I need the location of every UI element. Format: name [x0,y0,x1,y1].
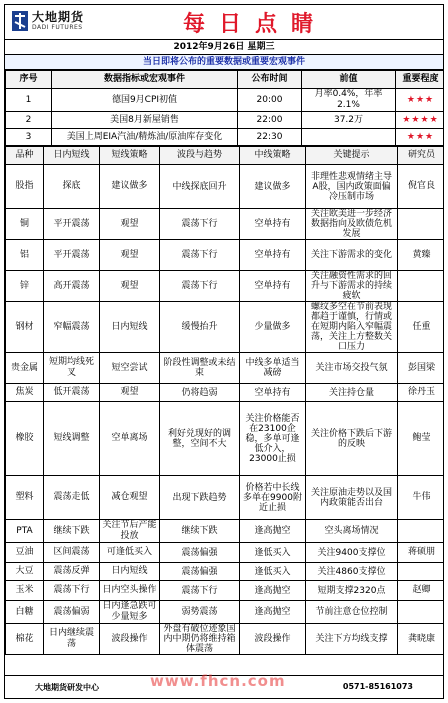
market-row [6,581,445,601]
mid-strategy: 少量做多 [240,302,306,353]
events-header-cell: 前值 [302,71,396,89]
market-header-cell: 品种 [6,147,44,165]
analyst-name [398,209,445,240]
logo-text-en: DADI FUTURES [32,24,83,31]
market-row [6,240,445,271]
market-header-row [6,147,445,165]
short-strategy: 关注节后产能投放 [100,520,160,543]
short-strategy: 减仓观望 [100,476,160,520]
intraday-view: 震荡偏弱 [44,601,100,624]
analyst-name [398,271,445,302]
key-tip: 短期支撑2320点 [306,581,398,601]
analyst-name: 倪官良 [398,165,445,209]
band-trend: 弱势震荡 [160,601,240,624]
market-header-cell: 研究员 [398,147,445,165]
market-row [6,543,445,563]
event-no: 1 [6,89,52,112]
band-trend: 震荡偏强 [160,563,240,581]
intraday-view: 短期均线死叉 [44,353,100,384]
intraday-view: 低开震荡 [44,384,100,402]
commodity-name: 铜 [6,209,44,240]
commodity-name: 玉米 [6,581,44,601]
short-strategy: 观望 [100,209,160,240]
intraday-view: 继续下跌 [44,520,100,543]
key-tip: 关注4860支撑位 [306,563,398,581]
events-header-cell: 公布时间 [238,71,302,89]
band-trend: 震荡偏强 [160,543,240,563]
mid-strategy: 波段操作 [240,624,306,655]
commodity-name: 焦炭 [6,384,44,402]
mid-strategy: 中线多单适当减磅 [240,353,306,384]
short-strategy: 日内短线 [100,302,160,353]
key-tip: 关注下游需求的变化 [306,240,398,271]
analyst-name: 任重 [398,302,445,353]
intraday-view: 高开震荡 [44,271,100,302]
key-tip: 螺纹多空在节前表现都趋于谨慎，行情或在短期内陷入窄幅震荡，关注上方整数关口压力 [306,302,398,353]
market-row [6,624,445,655]
analyst-name: 鲍莹 [398,402,445,476]
key-tip: 关注市场交投气氛 [306,353,398,384]
band-trend: 中线探底回升 [160,165,240,209]
market-row [6,165,445,209]
event-row [6,112,445,129]
key-tip: 关注持仓量 [306,384,398,402]
short-strategy: 观望 [100,384,160,402]
commodity-name: 棉花 [6,624,44,655]
intraday-view: 短线调整 [44,402,100,476]
market-row [6,302,445,353]
intraday-view: 探底 [44,165,100,209]
market-row [6,271,445,302]
mid-strategy: 逢低买入 [240,563,306,581]
key-tip: 非理性悲观情绪主导A股，国内政策面偏冷压制市场 [306,165,398,209]
event-name: 美国上周EIA汽油/精炼油/原油库存变化 [52,129,238,146]
events-header-row [6,71,445,89]
short-strategy: 可逢低买入 [100,543,160,563]
commodity-name: 塑料 [6,476,44,520]
daily-report-page [4,4,444,699]
logo-mark-icon [11,10,29,32]
analyst-name [398,601,445,624]
commodity-name: 橡胶 [6,402,44,476]
market-row [6,402,445,476]
analyst-name: 徐丹玉 [398,384,445,402]
report-header [5,5,443,40]
report-date: 2012年9月26日 星期三 [5,40,443,55]
band-trend: 震荡下行 [160,240,240,271]
commodity-name: 铝 [6,240,44,271]
band-trend: 阶段性调整或未结束 [160,353,240,384]
intraday-view: 区间震荡 [44,543,100,563]
key-tip: 节前注意仓位控制 [306,601,398,624]
event-row [6,89,445,112]
market-header-cell: 波段与趋势 [160,147,240,165]
analyst-name: 黄臻 [398,240,445,271]
event-time: 20:00 [238,89,302,112]
event-prev: 月率0.4%，年率2.1% [302,89,396,112]
footer-org: 大地期货研发中心 [35,683,99,692]
event-prev [302,129,396,146]
analyst-name: 彭国梁 [398,353,445,384]
market-row [6,563,445,581]
band-trend: 继续下跌 [160,520,240,543]
short-strategy: 观望 [100,240,160,271]
mid-strategy: 逢高抛空 [240,581,306,601]
short-strategy: 建议做多 [100,165,160,209]
event-row [6,129,445,146]
logo-text-cn: 大地期货 [32,10,85,24]
event-prev: 37.2万 [302,112,396,129]
mid-strategy: 逢高抛空 [240,520,306,543]
band-trend: 缓慢抬升 [160,302,240,353]
analyst-name [398,563,445,581]
market-row [6,476,445,520]
mid-strategy: 关注价格能否在23100企稳，多单可逢低介入，23000止损 [240,402,306,476]
event-name: 美国8月新屋销售 [52,112,238,129]
events-table [5,70,444,146]
watermark-text: www.fhcn.com [150,672,286,690]
intraday-view: 平开震荡 [44,209,100,240]
intraday-view: 日内继续震荡 [44,624,100,655]
analyst-name: 蒋硕朋 [398,543,445,563]
events-header-cell: 数据指标或宏观事件 [52,71,238,89]
footer-phone: 0571-85161073 [342,682,413,691]
key-tip: 关注价格下跌后下游的反映 [306,402,398,476]
market-header-cell: 短线策略 [100,147,160,165]
key-tip: 空头离场情况 [306,520,398,543]
event-no: 3 [6,129,52,146]
short-strategy: 观望 [100,271,160,302]
analyst-name [398,520,445,543]
key-tip: 关注欧美进一步经济数据指向及欧债危机发展 [306,209,398,240]
intraday-view: 震荡走低 [44,476,100,520]
company-logo [11,8,103,36]
market-header-cell: 日内短线 [44,147,100,165]
short-strategy: 日内逢急跌可少量短多 [100,601,160,624]
band-trend: 震荡下行 [160,581,240,601]
commodity-name: 白糖 [6,601,44,624]
commodity-name: 锌 [6,271,44,302]
mid-strategy: 空单持有 [240,384,306,402]
key-tip: 关注融资性需求的回升与下游需求的持续疲软 [306,271,398,302]
mid-strategy: 建议做多 [240,165,306,209]
market-header-cell: 中线策略 [240,147,306,165]
short-strategy: 空单离场 [100,402,160,476]
market-row [6,601,445,624]
commodity-name: PTA [6,520,44,543]
event-name: 德国9月CPI初值 [52,89,238,112]
page-title: 每日点睛 [182,12,327,37]
market-header-cell: 关键提示 [306,147,398,165]
band-trend: 震荡下行 [160,209,240,240]
events-section-title: 当日即将公布的重要数据或重要宏观事件 [5,55,443,70]
events-header-cell: 序号 [6,71,52,89]
short-strategy: 日内短线 [100,563,160,581]
key-tip: 关注原油走势以及国内政策能否出台 [306,476,398,520]
event-importance: ★★★ [396,129,445,146]
commodity-name: 股指 [6,165,44,209]
band-trend: 出现下跌趋势 [160,476,240,520]
mid-strategy: 空单持有 [240,271,306,302]
event-time: 22:30 [238,129,302,146]
market-row [6,384,445,402]
market-row [6,353,445,384]
band-trend: 外盘有破位迹象国内中期仍将维持箱体震荡 [160,624,240,655]
short-strategy: 日内空头操作 [100,581,160,601]
key-tip: 关注下方均线支撑 [306,624,398,655]
band-trend: 仍将趋弱 [160,384,240,402]
intraday-view: 平开震荡 [44,240,100,271]
commodity-name: 钢材 [6,302,44,353]
mid-strategy: 空单持有 [240,209,306,240]
event-importance: ★★★★ [396,112,445,129]
event-importance: ★★★ [396,89,445,112]
market-row [6,209,445,240]
intraday-view: 震荡反弹 [44,563,100,581]
short-strategy: 短空尝试 [100,353,160,384]
mid-strategy: 逢高抛空 [240,601,306,624]
mid-strategy: 空单持有 [240,240,306,271]
analyst-name: 牛伟 [398,476,445,520]
mid-strategy: 逢低买入 [240,543,306,563]
analyst-name: 龚晓康 [398,624,445,655]
events-header-cell: 重要程度 [396,71,445,89]
event-no: 2 [6,112,52,129]
market-body [6,165,445,655]
band-trend: 震荡下行 [160,271,240,302]
analyst-name: 赵卿 [398,581,445,601]
market-table [5,146,444,655]
intraday-view: 窄幅震荡 [44,302,100,353]
commodity-name: 大豆 [6,563,44,581]
event-time: 22:00 [238,112,302,129]
short-strategy: 波段操作 [100,624,160,655]
market-row [6,520,445,543]
commodity-name: 贵金属 [6,353,44,384]
intraday-view: 震荡下行 [44,581,100,601]
mid-strategy: 价格若中长线多单在9900附近止损 [240,476,306,520]
commodity-name: 豆油 [6,543,44,563]
band-trend: 利好兑现好的调整，空间不大 [160,402,240,476]
key-tip: 关注9400支撑位 [306,543,398,563]
